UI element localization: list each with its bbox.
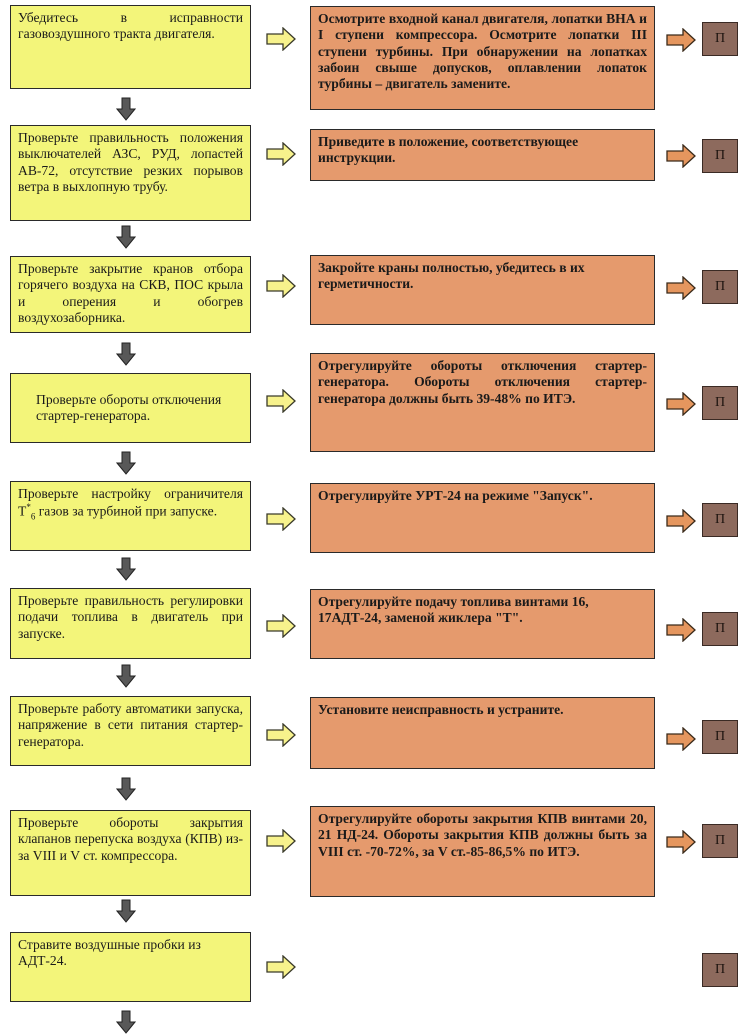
result-label-7: П <box>714 729 726 744</box>
result-box-6 <box>702 612 738 646</box>
check-box-3 <box>10 256 251 333</box>
check-box-1 <box>10 5 251 89</box>
check-text-7: Проверьте работу автоматики запуска, напряжение в сети питания стартер-генератора. <box>18 701 243 749</box>
right-arrow-icon <box>666 276 696 300</box>
action-box-6 <box>310 589 655 659</box>
right-arrow-icon <box>666 144 696 168</box>
result-label-8: П <box>714 833 726 848</box>
right-arrow-icon <box>266 507 296 531</box>
result-box-2 <box>702 139 738 173</box>
result-box-4 <box>702 386 738 420</box>
action-text-5: Отрегулируйте УРТ-24 на режиме "Запуск". <box>318 488 593 503</box>
result-label-9: П <box>714 962 726 977</box>
down-arrow-icon <box>116 1010 136 1034</box>
action-text-6: Отрегулируйте подачу топлива винтами 16, 17АДТ-24, заменой жиклера "Т". <box>318 594 589 626</box>
check-text-1: Убедитесь в исправности газовоздушного тракта двигателя. <box>18 10 243 42</box>
action-text-8: Отрегулируйте обороты закрытия КПВ винтами 20, 21 НД-24. Обороты закрытия КПВ должны быть за VIII ст. -70-72%, за V ст.-85-86,5% по ИТЭ. <box>318 811 647 859</box>
action-box-1 <box>310 6 655 110</box>
right-arrow-icon <box>666 727 696 751</box>
result-box-1 <box>702 22 738 56</box>
result-box-8 <box>702 824 738 858</box>
down-arrow-icon <box>116 451 136 475</box>
result-box-9 <box>702 953 738 987</box>
check-box-7 <box>10 696 251 766</box>
check-box-8 <box>10 810 251 896</box>
check-text-6: Проверьте правильность регулировки подачи топлива в двигатель при запуске. <box>18 593 243 641</box>
action-box-4 <box>310 353 655 452</box>
right-arrow-icon <box>666 830 696 854</box>
result-label-4: П <box>714 395 726 410</box>
action-text-3: Закройте краны полностью, убедитесь в их герметичности. <box>318 260 585 292</box>
action-text-7: Установите неисправность и устраните. <box>318 702 564 717</box>
action-text-4: Отрегулируйте обороты отключения стартер-генератора. Обороты отключения стартер-генератора должны быть 39-48% по ИТЭ. <box>318 358 647 406</box>
right-arrow-icon <box>266 274 296 298</box>
check-box-6 <box>10 588 251 659</box>
check-text-9: Стравите воздушные пробки из АДТ-24. <box>18 937 201 969</box>
check-text-8: Проверьте обороты закрытия клапанов перепуска воздуха (КПВ) из-за VIII и V ст. компрессора. <box>18 815 243 863</box>
action-text-2: Приведите в положение, соответствующее инструкции. <box>318 134 579 166</box>
right-arrow-icon <box>666 392 696 416</box>
right-arrow-icon <box>666 618 696 642</box>
check-text-5-part2: газов за турбиной при запуске. <box>35 503 218 519</box>
result-label-1: П <box>714 31 726 46</box>
right-arrow-icon <box>266 723 296 747</box>
right-arrow-icon <box>266 142 296 166</box>
check-box-4 <box>10 373 251 443</box>
result-box-3 <box>702 270 738 304</box>
check-text-4: Проверьте обороты отключения стартер-генератора. <box>36 391 222 423</box>
right-arrow-icon <box>666 28 696 52</box>
action-box-3 <box>310 255 655 325</box>
result-label-2: П <box>714 148 726 163</box>
action-box-2 <box>310 129 655 181</box>
result-box-7 <box>702 720 738 754</box>
result-label-3: П <box>714 279 726 294</box>
action-text-1: Осмотрите входной канал двигателя, лопатки ВНА и I ступени компрессора. Осмотрите лопатки III ступени турбины. При обнаружении на лопатках забоин свыше допусков, оплавлении лопаток турбины – двигатель замените. <box>318 11 647 92</box>
down-arrow-icon <box>116 97 136 121</box>
right-arrow-icon <box>666 509 696 533</box>
check-box-2 <box>10 125 251 221</box>
result-box-5 <box>702 503 738 537</box>
action-box-7 <box>310 697 655 769</box>
check-text-5-sub: 6 <box>30 511 36 522</box>
down-arrow-icon <box>116 557 136 581</box>
right-arrow-icon <box>266 27 296 51</box>
action-box-5 <box>310 483 655 553</box>
check-text-5-sup: * <box>26 502 31 513</box>
check-text-5-part1: Проверьте настройку ограничителя Т <box>18 486 243 519</box>
down-arrow-icon <box>116 225 136 249</box>
right-arrow-icon <box>266 955 296 979</box>
right-arrow-icon <box>266 829 296 853</box>
right-arrow-icon <box>266 389 296 413</box>
check-box-9 <box>10 932 251 1002</box>
result-label-5: П <box>714 512 726 527</box>
action-box-8 <box>310 806 655 897</box>
check-box-5 <box>10 481 251 551</box>
down-arrow-icon <box>116 899 136 923</box>
down-arrow-icon <box>116 664 136 688</box>
result-label-6: П <box>714 621 726 636</box>
check-text-3: Проверьте закрытие кранов отбора горячего воздуха на СКВ, ПОС крыла и оперения и обогрев воздухозаборника. <box>18 261 243 325</box>
check-text-2: Проверьте правильность положения выключателей АЗС, РУД, лопастей АВ-72, отсутствие резких порывов ветра в выхлопную трубу. <box>18 130 243 194</box>
right-arrow-icon <box>266 614 296 638</box>
down-arrow-icon <box>116 777 136 801</box>
down-arrow-icon <box>116 342 136 366</box>
